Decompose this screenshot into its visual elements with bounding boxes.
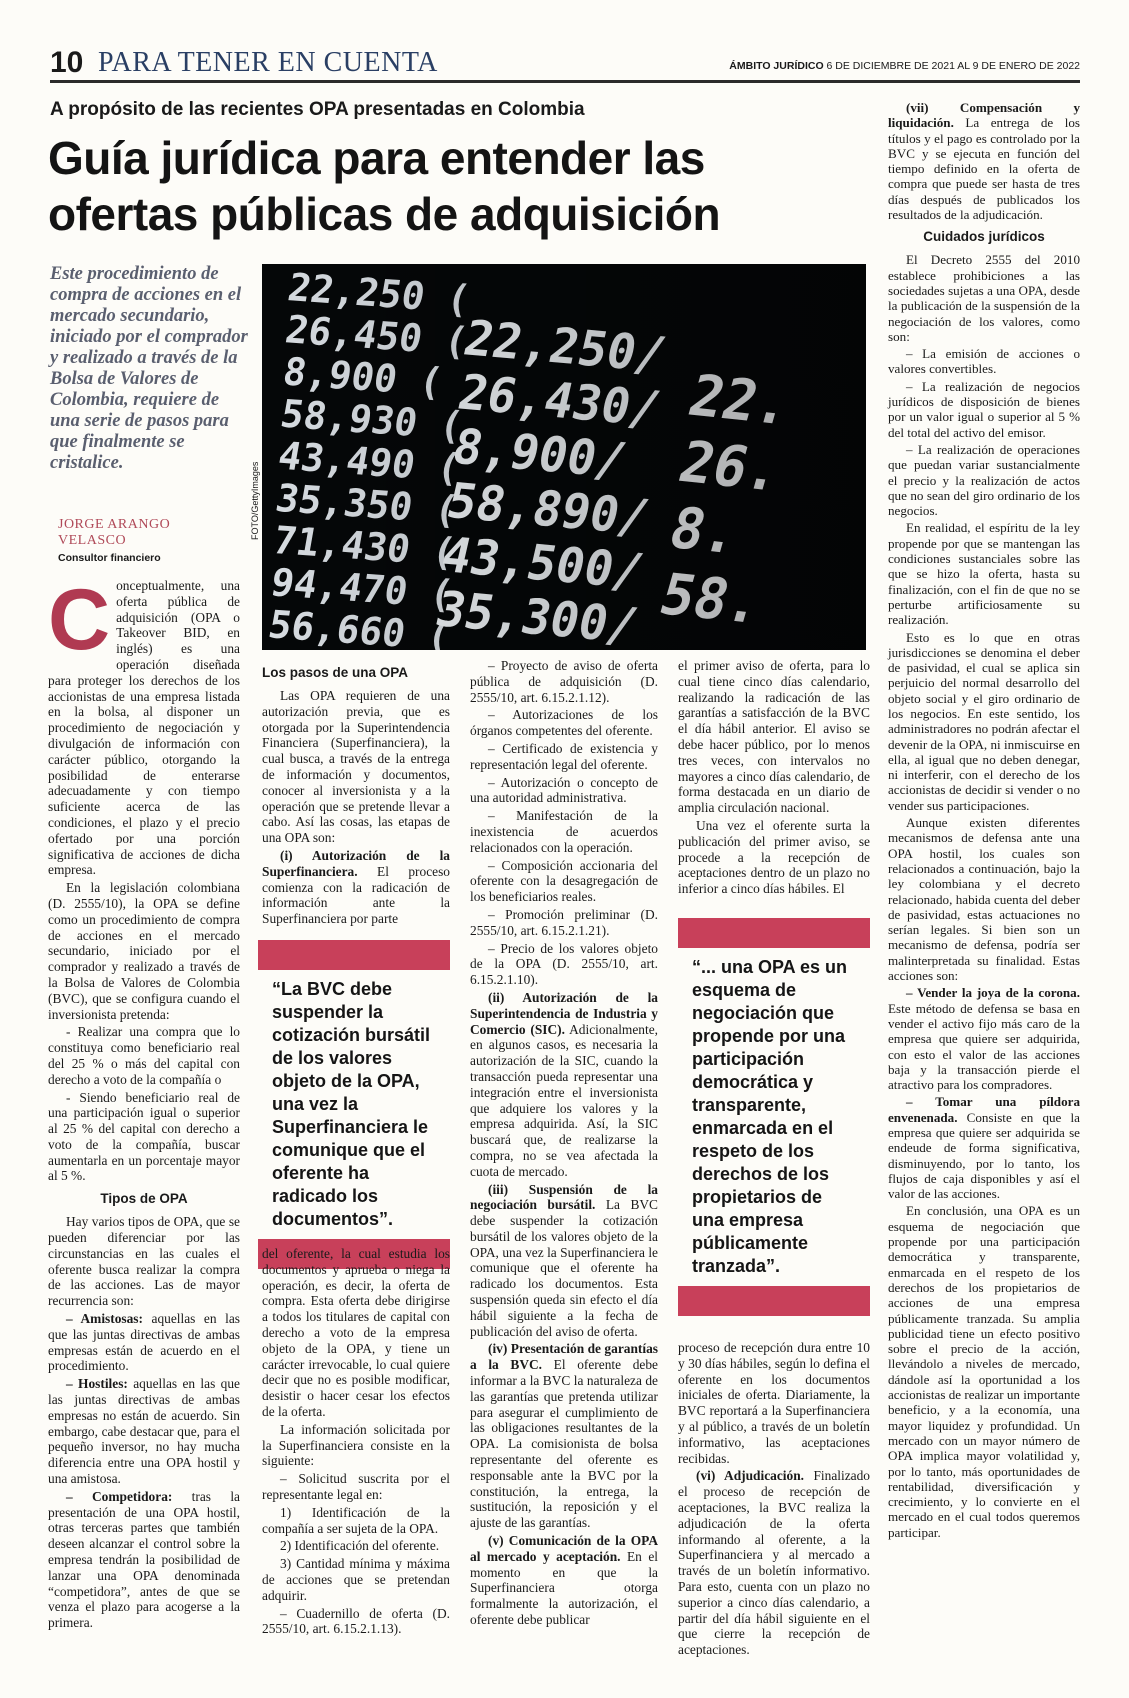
- defense-text: Este método de defensa se basa en vender el activo fijo más caro de la empresa que quiere ser adquirida, con esto el valor de las acciones baja y la transacción pierde el atractivo para los compradores.: [888, 1000, 1080, 1093]
- defense-label: – Tomar una píldora envenenada.: [888, 1094, 1080, 1125]
- paragraph: Aunque existen diferentes mecanismos de defensa ante una OPA hostil, los cuales son relacionados a continuación, bajo la ley colombiana y el decreto relacionado, habida cuenta del deber de pasividad, estas actuaciones no serían legales. Si bien son un mecanismo de defensa, podría ser malinterpretada su finalidad. Estas acciones son:: [888, 815, 1080, 984]
- defense-2: [888, 1094, 1080, 1201]
- column-5: [888, 100, 1080, 1542]
- list-item: – La realización de operaciones que puedan variar sustancialmente el precio y la realización de actos que no sean del giro ordinario de los negocios.: [888, 441, 1080, 519]
- list-item: 3) Cantidad mínima y máxima de acciones que se pretendan adquirir.: [262, 1556, 450, 1603]
- step-4: [470, 1341, 658, 1531]
- step-text: La BVC debe suspender la cotización bursátil de los valores objeto de la OPA, una vez la Superfinanciera le comunique que el oferente ha radicado los documentos. Esta suspensión queda sin efecto el día hábil siguiente a la fecha de publicación del aviso de oferta.: [470, 1197, 658, 1339]
- list-item: 2) Identificación del oferente.: [280, 1538, 440, 1554]
- type-label: – Amistosas:: [66, 1311, 143, 1327]
- paragraph: Una vez el oferente surta la publicación del primer aviso, se procede a la recepción de aceptaciones dentro de un plazo no inferior a cinco días hábiles. El: [678, 817, 870, 897]
- publication-info: [729, 58, 1080, 74]
- step-1: [262, 848, 450, 927]
- defense-text: Consiste en que la empresa que quiere ser adquirida se endeude de forma significativa, disminuyendo, por lo tanto, los flujos de caja disponibles y así el valor de las acciones.: [888, 1109, 1080, 1202]
- paragraph: - Siendo beneficiario real de una participación igual o superior al 25 % del capital con derecho a voto de la compañía, buscar aumentarla en un porcentaje mayor al 5 %.: [48, 1089, 240, 1184]
- quote-bar-top: [258, 940, 450, 970]
- paragraph: En realidad, el espíritu de la ley propende por que se mantengan las condiciones sustanciales sobre las que se hizo la oferta, hasta su finalización, con el fin de que no se perturbe artificiosamente su realización.: [888, 520, 1080, 628]
- paragraph: - Realizar una compra que lo constituya como beneficiario real del 25 % o más del capital con derecho a voto de la compañía o: [48, 1024, 240, 1087]
- list-item: – Composición accionaria del oferente con la desagregación de los beneficiarios reales.: [470, 857, 658, 905]
- list-item: – Manifestación de la inexistencia de acuerdos relacionados con la operación.: [470, 808, 658, 855]
- author-role: Consultor financiero: [58, 552, 161, 564]
- list-item: – Cuadernillo de oferta (D. 2555/10, art. 6.15.2.1.13).: [262, 1605, 450, 1637]
- subheading-pasos: Los pasos de una OPA: [262, 665, 409, 680]
- drop-cap: C: [48, 572, 111, 668]
- step-label: (iii) Suspensión de la negociación bursátil.: [470, 1181, 658, 1213]
- headline: [48, 130, 888, 242]
- step-text: La entrega de los títulos y el pago es controlado por la BVC y se ejecuta en función del tiempo definido en la oferta de compra que puede ser hasta de tres días después de publicados los resultados de la adjudicación.: [888, 115, 1080, 223]
- type-hostiles: [48, 1376, 240, 1487]
- author-name: JORGE ARANGO VELASCO: [58, 517, 171, 548]
- paragraph: El Decreto 2555 del 2010 establece prohibiciones a las sociedades sujetas a una OPA, desde la publicación de la suspensión de la negociación de los valores, como son:: [888, 252, 1080, 344]
- step-text: Adicionalmente, en algunos casos, es necesaria la autorización de la SIC, cuando la transacción pueda representar una integración entre el inversionista que adquiere los valores y la empresa adquirida. Así, la SIC buscará que, de realizarse la compra, no se vea afectada la cuota de mercado.: [470, 1021, 659, 1179]
- paragraph: del oferente, la cual estudia los documentos y aprueba o niega la operación, es decir, la oferta de compra. Esta oferta debe dirigirse a todos los titulares de capital con derecho a voto de la empresa objeto de la OPA, y tiene un carácter irrevocable, lo cual quiere decir que no es posible modificar, desistir o hacer cesar los efectos de la oferta.: [262, 1246, 450, 1419]
- subheading-cuidados: Cuidados jurídicos: [923, 229, 1045, 245]
- list-item: – La emisión de acciones o valores convertibles.: [888, 346, 1080, 377]
- type-text: aquellas en las que las juntas directivas de ambas empresas están de acuerdo en el procedimiento.: [48, 1311, 240, 1374]
- kicker: A propósito de las recientes OPA presentadas en Colombia: [50, 99, 585, 120]
- step-text: El oferente debe informar a la BVC la naturaleza de las garantías que pretenda utilizar para asegurar el cumplimiento de las obligaciones resultantes de la OPA. La comisionista de bolsa representante del oferente es responsable ante la BVC por la constitución, la entrega, la sustitución, la reposición y el ajuste de las garantías.: [470, 1357, 658, 1531]
- intro-text: onceptualmente, una oferta pública de adquisición (OPA o Takeover BID, en inglés) es una operación diseñada para proteger los derechos de los accionistas de una empresa listada en la bolsa, al disponer un procedimiento de negociación y divulgación de información con carácter público, otorgando la posibilidad de enterarse adecuadamente y con tiempo suficiente acerca de las condiciones, el plazo y el precio ofertado por una porción significativa de acciones de dicha empresa.: [48, 578, 240, 878]
- defense-1: [888, 985, 1080, 1092]
- step-text: El proceso comienza con la radicación de información ante la Superfinanciera por parte: [262, 863, 450, 927]
- paragraph: Hay varios tipos de OPA, que se pueden diferenciar por las circunstancias en las cuales el oferente busca realizar la compra de las acciones. Las de mayor recurrencia son:: [48, 1214, 240, 1309]
- type-amistosas: [48, 1311, 240, 1374]
- quote-text: “La BVC debe suspender la cotización bursátil de los valores objeto de la OPA, una vez la Superfinanciera le comunique que el oferente ha radicado los documentos”.: [272, 979, 431, 1229]
- column-2: [262, 658, 450, 929]
- ticker-board-graphic: [262, 264, 866, 650]
- list-item: – Solicitud suscrita por el representante legal en:: [262, 1471, 450, 1502]
- section-title: PARA TENER EN CUENTA: [98, 47, 438, 78]
- photo-credit: FOTO/GettyImages: [250, 461, 260, 540]
- page-header: [50, 46, 1080, 83]
- list-item: – Precio de los valores objeto de la OPA (D. 2555/10, art. 6.15.2.1.10).: [470, 940, 658, 988]
- list-item: – La realización de negocios jurídicos de disposición de bienes por un valor igual o superior al 5 % del total del activo del emisor.: [888, 378, 1080, 440]
- publication-date: 6 DE DICIEMBRE DE 2021 AL 9 DE ENERO DE 2022: [826, 60, 1080, 72]
- paragraph: proceso de recepción dura entre 10 y 30 días hábiles, según lo defina el oferente en los documentos iniciales de oferta. Diariamente, la BVC reportará a la Superfinanciera y al público, a través de un boletín informativo, las aceptaciones recibidas.: [678, 1340, 870, 1466]
- quote-bar-top: [678, 918, 870, 948]
- list-item: 1) Identificación de la compañía a ser sujeta de la OPA.: [262, 1504, 450, 1536]
- type-label: – Hostiles:: [66, 1376, 128, 1392]
- step-2: [470, 990, 658, 1180]
- list-item: – Promoción preliminar (D. 2555/10, art. 6.15.2.1.21).: [470, 906, 658, 938]
- type-label: – Competidora:: [66, 1488, 173, 1504]
- column-4: [678, 658, 870, 899]
- step-text: En el momento en que la Superfinanciera otorga formalmente la autorización, el oferente debe publicar: [470, 1548, 659, 1628]
- step-label: (iv) Presentación de garantías a la BVC.: [470, 1341, 658, 1373]
- column-2-continued: [262, 1246, 450, 1639]
- list-item: – Autorización o concepto de una autoridad administrativa.: [470, 774, 658, 806]
- lead-paragraph: Este procedimiento de compra de acciones en el mercado secundario, iniciado por el comprador y realizado a través de la Bolsa de Valores de Colombia, requiere de una serie de pasos para que finalmente se cristalice.: [50, 264, 248, 473]
- list-item: – Certificado de existencia y representación legal del oferente.: [470, 740, 658, 772]
- list-item: – Autorizaciones de los órganos competentes del oferente.: [470, 707, 658, 739]
- type-text: aquellas en las que las juntas directivas de ambas empresas no están de acuerdo. Sin embargo, cabe destacar que, para el pequeño inversor, no hay mucha diferencia entre una OPA hostil y una amistosa.: [48, 1376, 240, 1487]
- column-4-continued: [678, 1340, 870, 1660]
- conclusion-paragraph: En conclusión, una OPA es un esquema de negociación que propende por una participación democrática y transparente, enmarcada en el respeto de los derechos de los propietarios de acciones de una empresa públicamente tranzada. Su amplia publicidad tiene un efecto positivo sobre el precio de la acción, llevándolo a niveles de mercado, dándole así la oportunidad a los accionistas de realizar un importante beneficio, y a la economía, una mayor liquidez y profundidad. Un mercado con un mayor número de OPA implica mayor volatilidad y, por lo tanto, más oportunidades de rentabilidad, diversificación y crecimiento, y lo convierte en el mercado en el cual todos queremos participar.: [888, 1203, 1080, 1540]
- subheading-tipos: Tipos de OPA: [100, 1191, 188, 1207]
- step-label: (vii) Compensación y liquidación.: [888, 100, 1080, 131]
- step-label: (ii) Autorización de la Superintendencia de Industria y Comercio (SIC).: [470, 989, 658, 1037]
- paragraph: La información solicitada por la Superfinanciera consiste en la siguiente:: [262, 1421, 450, 1469]
- pull-quote-1: [258, 940, 450, 1269]
- pull-quote-2: [678, 918, 870, 1316]
- list-item: – Proyecto de aviso de oferta pública de adquisición (D. 2555/10, art. 6.15.2.1.12).: [470, 658, 658, 705]
- publication-name: ÁMBITO JURÍDICO: [729, 60, 824, 72]
- step-label: (v) Comunicación de la OPA al mercado y aceptación.: [470, 1533, 658, 1564]
- type-text: tras la presentación de una OPA hostil, otras terceras partes que también deseen alcanzar el control sobre la empresa tendrán la posibilidad de lanzar una OPA denominada “competidora”, antes de que se venza el plazo para acogerse a la primera.: [48, 1488, 241, 1631]
- column-1: [48, 572, 241, 1633]
- step-label: (i) Autorización de la Superfinanciera.: [262, 847, 450, 879]
- type-competidora: [48, 1489, 240, 1631]
- step-6: [678, 1468, 870, 1658]
- paragraph: Esto es lo que en otras jurisdicciones se denomina el deber de pasividad, el cual se aplica sin perjuicio del normal desarrollo del objeto social y el giro ordinario de los negocios. En este sentido, los administradores no podrán afectar el devenir de la OPA, ni inmiscuirse en ella, al igual que no deben denegar, ni interferir, con el derecho de los accionistas de decidir si vender o no vender sus participaciones.: [888, 629, 1080, 813]
- paragraph: el primer aviso de oferta, para lo cual tiene cinco días calendario, realizando la radicación de las garantías a satisfacción de la BVC el día hábil anterior. El aviso se debe hacer público, por lo menos tres veces, con intervalos no mayores a cinco días calendario, de forma destacada en un diario de amplia circulación nacional.: [678, 658, 870, 816]
- step-text: Finalizado el proceso de recepción de aceptaciones, la BVC realiza la adjudicación de la oferta informando al oferente, a la Superfinanciera y al mercado a través de un boletín informativo. Para esto, cuenta con un plazo no superior a cinco días calendario, a partir del día hábil siguiente en el que cierre la recepción de aceptaciones.: [678, 1468, 870, 1658]
- step-label: (vi) Adjudicación.: [696, 1468, 805, 1484]
- headline-line-2: ofertas públicas de adquisición: [48, 188, 721, 240]
- intro-paragraph: [48, 572, 240, 878]
- page-number: 10: [50, 46, 84, 79]
- headline-line-1: Guía jurídica para entender las: [48, 132, 705, 184]
- step-3: [470, 1182, 658, 1340]
- step-7: [888, 100, 1080, 222]
- column-3: [470, 658, 658, 1630]
- paragraph: En la legislación colombiana (D. 2555/10), la OPA se define como un procedimiento de compra de acciones en el mercado secundario, iniciado por el comprador y realizado a través de la Bolsa de Valores de Colombia (BVC), que se configura cuando el inversionista pretenda:: [48, 880, 240, 1022]
- quote-text: “... una OPA es un esquema de negociación que propende por una participación democrática y transparente, enmarcada en el respeto de los derechos de los propietarios de una empresa públicamente tranzada”.: [692, 957, 848, 1276]
- quote-bar-bottom: [678, 1286, 870, 1316]
- step-5: [470, 1533, 658, 1628]
- defense-label: – Vender la joya de la corona.: [906, 985, 1080, 1001]
- stock-ticker-photo: [262, 264, 866, 650]
- paragraph: Las OPA requieren de una autorización previa, que es otorgada por la Superintendencia Financiera (Superfinanciera), la cual busca, a través de la entrega de información y documentos, conocer al inversionista y a la operación que se pretende llevar a cabo. Así las cosas, las etapas de una OPA son:: [262, 688, 450, 846]
